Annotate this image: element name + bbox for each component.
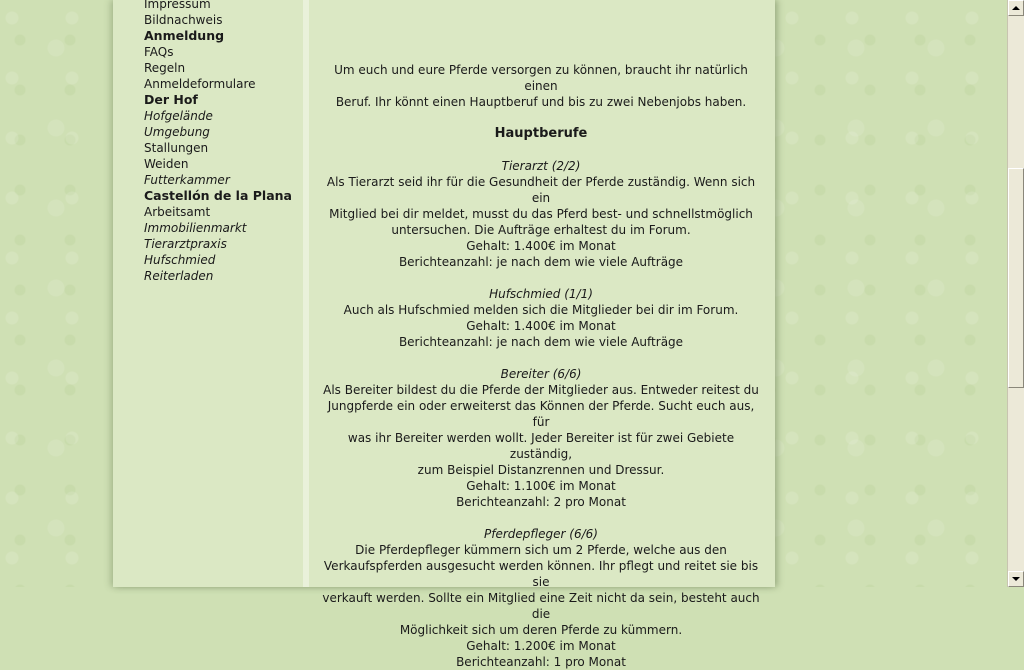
intro-line: Um euch und eure Pferde versorgen zu können, braucht ihr natürlich einen xyxy=(334,63,748,93)
job-title-tierarzt: Tierarzt (2/2) xyxy=(501,159,581,173)
sidebar-item-stallungen[interactable]: Stallungen xyxy=(144,141,209,155)
job-line: untersuchen. Die Aufträge erhaltest du im Forum. xyxy=(391,223,691,237)
job-line: Als Bereiter bildest du die Pferde der Mitglieder aus. Entweder reitest du xyxy=(323,383,759,397)
intro-line: Beruf. Ihr könnt einen Hauptberuf und bis zu zwei Nebenjobs haben. xyxy=(335,95,747,109)
arrow-down-icon xyxy=(1012,577,1020,581)
sidebar-heading-der-hof: Der Hof xyxy=(144,92,198,107)
page-container xyxy=(113,0,775,669)
job-line: Als Tierarzt seid ihr für die Gesundheit der Pferde zuständig. Wenn sich ein xyxy=(326,175,756,205)
job-line: verkauft werden. Sollte ein Mitglied eine Zeit nicht da sein, besteht auch die xyxy=(322,591,760,621)
scroll-down-button[interactable] xyxy=(1008,571,1024,587)
job-line: Möglichkeit sich um deren Pferde zu kümmern. xyxy=(399,623,683,637)
job-salary: Gehalt: 1.400€ im Monat xyxy=(466,319,616,333)
sidebar-heading-anmeldung: Anmeldung xyxy=(144,28,225,43)
sidebar-item-hofgelaende[interactable]: Hofgelände xyxy=(144,109,213,123)
job-reports: Berichteanzahl: 2 pro Monat xyxy=(456,495,626,509)
sidebar-item-reiterladen[interactable]: Reiterladen xyxy=(144,269,214,283)
job-line: was ihr Bereiter werden wollt. Jeder Bereiter ist für zwei Gebiete zuständig, xyxy=(347,431,735,461)
job-title-pferdepfleger: Pferdepfleger (6/6) xyxy=(484,527,598,541)
sidebar-item-immobilienmarkt[interactable]: Immobilienmarkt xyxy=(144,221,247,235)
sidebar-item-hufschmied[interactable]: Hufschmied xyxy=(144,253,216,267)
job-line: Mitglied bei dir meldet, musst du das Pferd best- und schnellstmöglich xyxy=(329,207,753,221)
sidebar xyxy=(113,0,303,587)
job-salary: Gehalt: 1.400€ im Monat xyxy=(466,239,616,253)
sidebar-item-faqs[interactable]: FAQs xyxy=(144,45,174,59)
job-title-bereiter: Bereiter (6/6) xyxy=(500,367,582,381)
job-line: zum Beispiel Distanzrennen und Dressur. xyxy=(417,463,665,477)
job-reports: Berichteanzahl: 1 pro Monat xyxy=(456,655,626,669)
main-content xyxy=(309,0,775,669)
job-salary: Gehalt: 1.100€ im Monat xyxy=(466,479,616,493)
sidebar-item-bildnachweis[interactable]: Bildnachweis xyxy=(144,13,223,27)
section-title-hauptberufe: Hauptberufe xyxy=(494,126,588,141)
sidebar-nav xyxy=(144,0,292,284)
sidebar-item-impressum[interactable]: Impressum xyxy=(144,0,211,11)
arrow-up-icon xyxy=(1012,6,1020,10)
job-line: Jungpferde ein oder erweiterst das Können der Pferde. Sucht euch aus, für xyxy=(327,399,755,429)
sidebar-item-umgebung[interactable]: Umgebung xyxy=(144,125,210,139)
sidebar-item-anmeldeformulare[interactable]: Anmeldeformulare xyxy=(144,77,256,91)
sidebar-item-tierarztpraxis[interactable]: Tierarztpraxis xyxy=(144,237,227,251)
job-line: Auch als Hufschmied melden sich die Mitglieder bei dir im Forum. xyxy=(343,303,739,317)
scrollbar-thumb[interactable] xyxy=(1008,168,1024,388)
sidebar-item-futterkammer[interactable]: Futterkammer xyxy=(144,173,230,187)
job-line: Die Pferdepfleger kümmern sich um 2 Pferde, welche aus den xyxy=(355,543,727,557)
scroll-up-button[interactable] xyxy=(1008,0,1024,16)
job-salary: Gehalt: 1.200€ im Monat xyxy=(466,639,616,653)
job-reports: Berichteanzahl: je nach dem wie viele Aufträge xyxy=(398,255,684,269)
sidebar-item-weiden[interactable]: Weiden xyxy=(144,157,189,171)
job-title-hufschmied: Hufschmied (1/1) xyxy=(489,287,593,301)
sidebar-heading-castellon: Castellón de la Plana xyxy=(144,188,292,203)
content-text xyxy=(321,62,761,670)
sidebar-item-arbeitsamt[interactable]: Arbeitsamt xyxy=(144,205,211,219)
vertical-scrollbar[interactable] xyxy=(1007,0,1024,587)
job-reports: Berichteanzahl: je nach dem wie viele Aufträge xyxy=(398,335,684,349)
sidebar-item-regeln[interactable]: Regeln xyxy=(144,61,186,75)
job-line: Verkaufspferden ausgesucht werden können. Ihr pflegt und reitet sie bis sie xyxy=(323,559,759,589)
